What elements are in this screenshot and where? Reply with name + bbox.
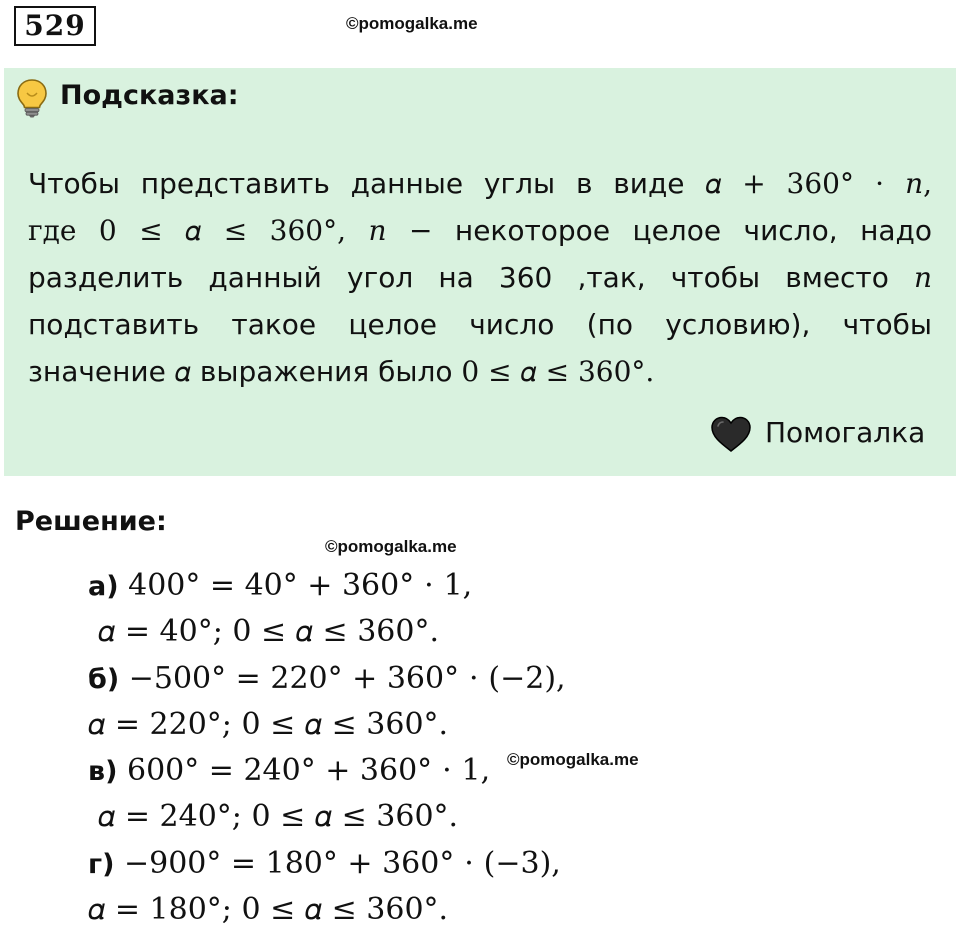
solution-line [88, 794, 566, 840]
hint-word: условию), [665, 308, 811, 341]
solution-title: Решение: [15, 506, 167, 537]
item-label: г) [88, 848, 115, 880]
hint-line [28, 254, 932, 301]
solution-formula: 𝛼 = 40°; 0 ≤ 𝛼 ≤ 360°. [98, 614, 440, 650]
hint-title: Подсказка: [60, 80, 239, 111]
watermark-top: ©pomogalka.me [346, 14, 478, 33]
heart-icon [709, 414, 753, 454]
hint-word: Чтобы [28, 167, 121, 200]
solution-line [88, 841, 566, 887]
item-label: в) [88, 756, 118, 788]
watermark-bottom: ©pomogalka.me [507, 750, 639, 769]
hint-word: некоторое [454, 214, 611, 247]
hint-formula: 𝛼 + 360° ⋅ 𝑛, [705, 167, 933, 200]
solution-line [88, 563, 566, 609]
solution-formula: 𝛼 = 220°; 0 ≤ 𝛼 ≤ 360°. [88, 706, 449, 742]
hint-word: вместо [785, 261, 889, 294]
hint-word: надо [860, 214, 933, 247]
solution-formula: −900° = 180° + 360° ⋅ (−3), [124, 845, 561, 881]
hint-formula: 𝑛 [913, 261, 933, 294]
solution-line [88, 656, 566, 702]
watermark-middle: ©pomogalka.me [325, 537, 457, 556]
solution-line [88, 702, 566, 748]
hint-word: 360 [498, 261, 553, 294]
hint-text [28, 160, 932, 395]
hint-line [28, 207, 932, 254]
solution-formula: 𝛼 = 240°; 0 ≤ 𝛼 ≤ 360°. [98, 799, 459, 835]
solution-line [88, 609, 566, 655]
hint-word: число, [743, 214, 838, 247]
solution-lines [88, 563, 566, 933]
hint-line [28, 301, 932, 348]
hint-word: угол [346, 261, 414, 294]
solution-formula: 𝛼 = 180°; 0 ≤ 𝛼 ≤ 360°. [88, 892, 449, 928]
hint-word: разделить [28, 261, 184, 294]
hint-word: значение [28, 355, 166, 388]
hint-word: виде [613, 167, 685, 200]
hint-word: представить [140, 167, 330, 200]
hint-word: число [469, 308, 555, 341]
solution-formula: −500° = 220° + 360° ⋅ (−2), [128, 660, 566, 696]
hint-word: целое [348, 308, 437, 341]
item-label: б) [88, 663, 120, 695]
hint-word: целое [632, 214, 722, 247]
hint-line [28, 348, 932, 395]
hint-word: чтобы [842, 308, 932, 341]
hint-word: данный [208, 261, 322, 294]
item-label: а) [88, 571, 119, 602]
hint-formula: 𝛼 [174, 355, 191, 388]
solution-formula: 600° = 240° + 360° ⋅ 1, [126, 753, 491, 789]
brand-name: Помогалка [765, 416, 926, 449]
hint-word: такое [231, 308, 317, 341]
hint-word: в [575, 167, 593, 200]
hint-word: выражения [199, 355, 370, 388]
hint-word: было [378, 355, 453, 388]
hint-formula: 0 ≤ 𝛼 ≤ 360°. [461, 355, 655, 388]
hint-word: подставить [28, 308, 200, 341]
hint-word: чтобы [670, 261, 761, 294]
solution-line [88, 887, 566, 933]
solution-line [88, 748, 566, 794]
lightbulb-icon [15, 78, 49, 118]
hint-word: данные [350, 167, 464, 200]
hint-word: на [438, 261, 474, 294]
solution-formula: 400° = 40° + 360° ⋅ 1, [128, 568, 473, 603]
hint-word: (по [586, 308, 634, 341]
hint-formula: где 0 ≤ 𝛼 ≤ 360°, 𝑛 − [28, 214, 433, 247]
hint-word: ,так, [577, 261, 646, 294]
hint-line [28, 160, 932, 207]
task-number: 529 [14, 6, 96, 46]
hint-word: углы [483, 167, 556, 200]
